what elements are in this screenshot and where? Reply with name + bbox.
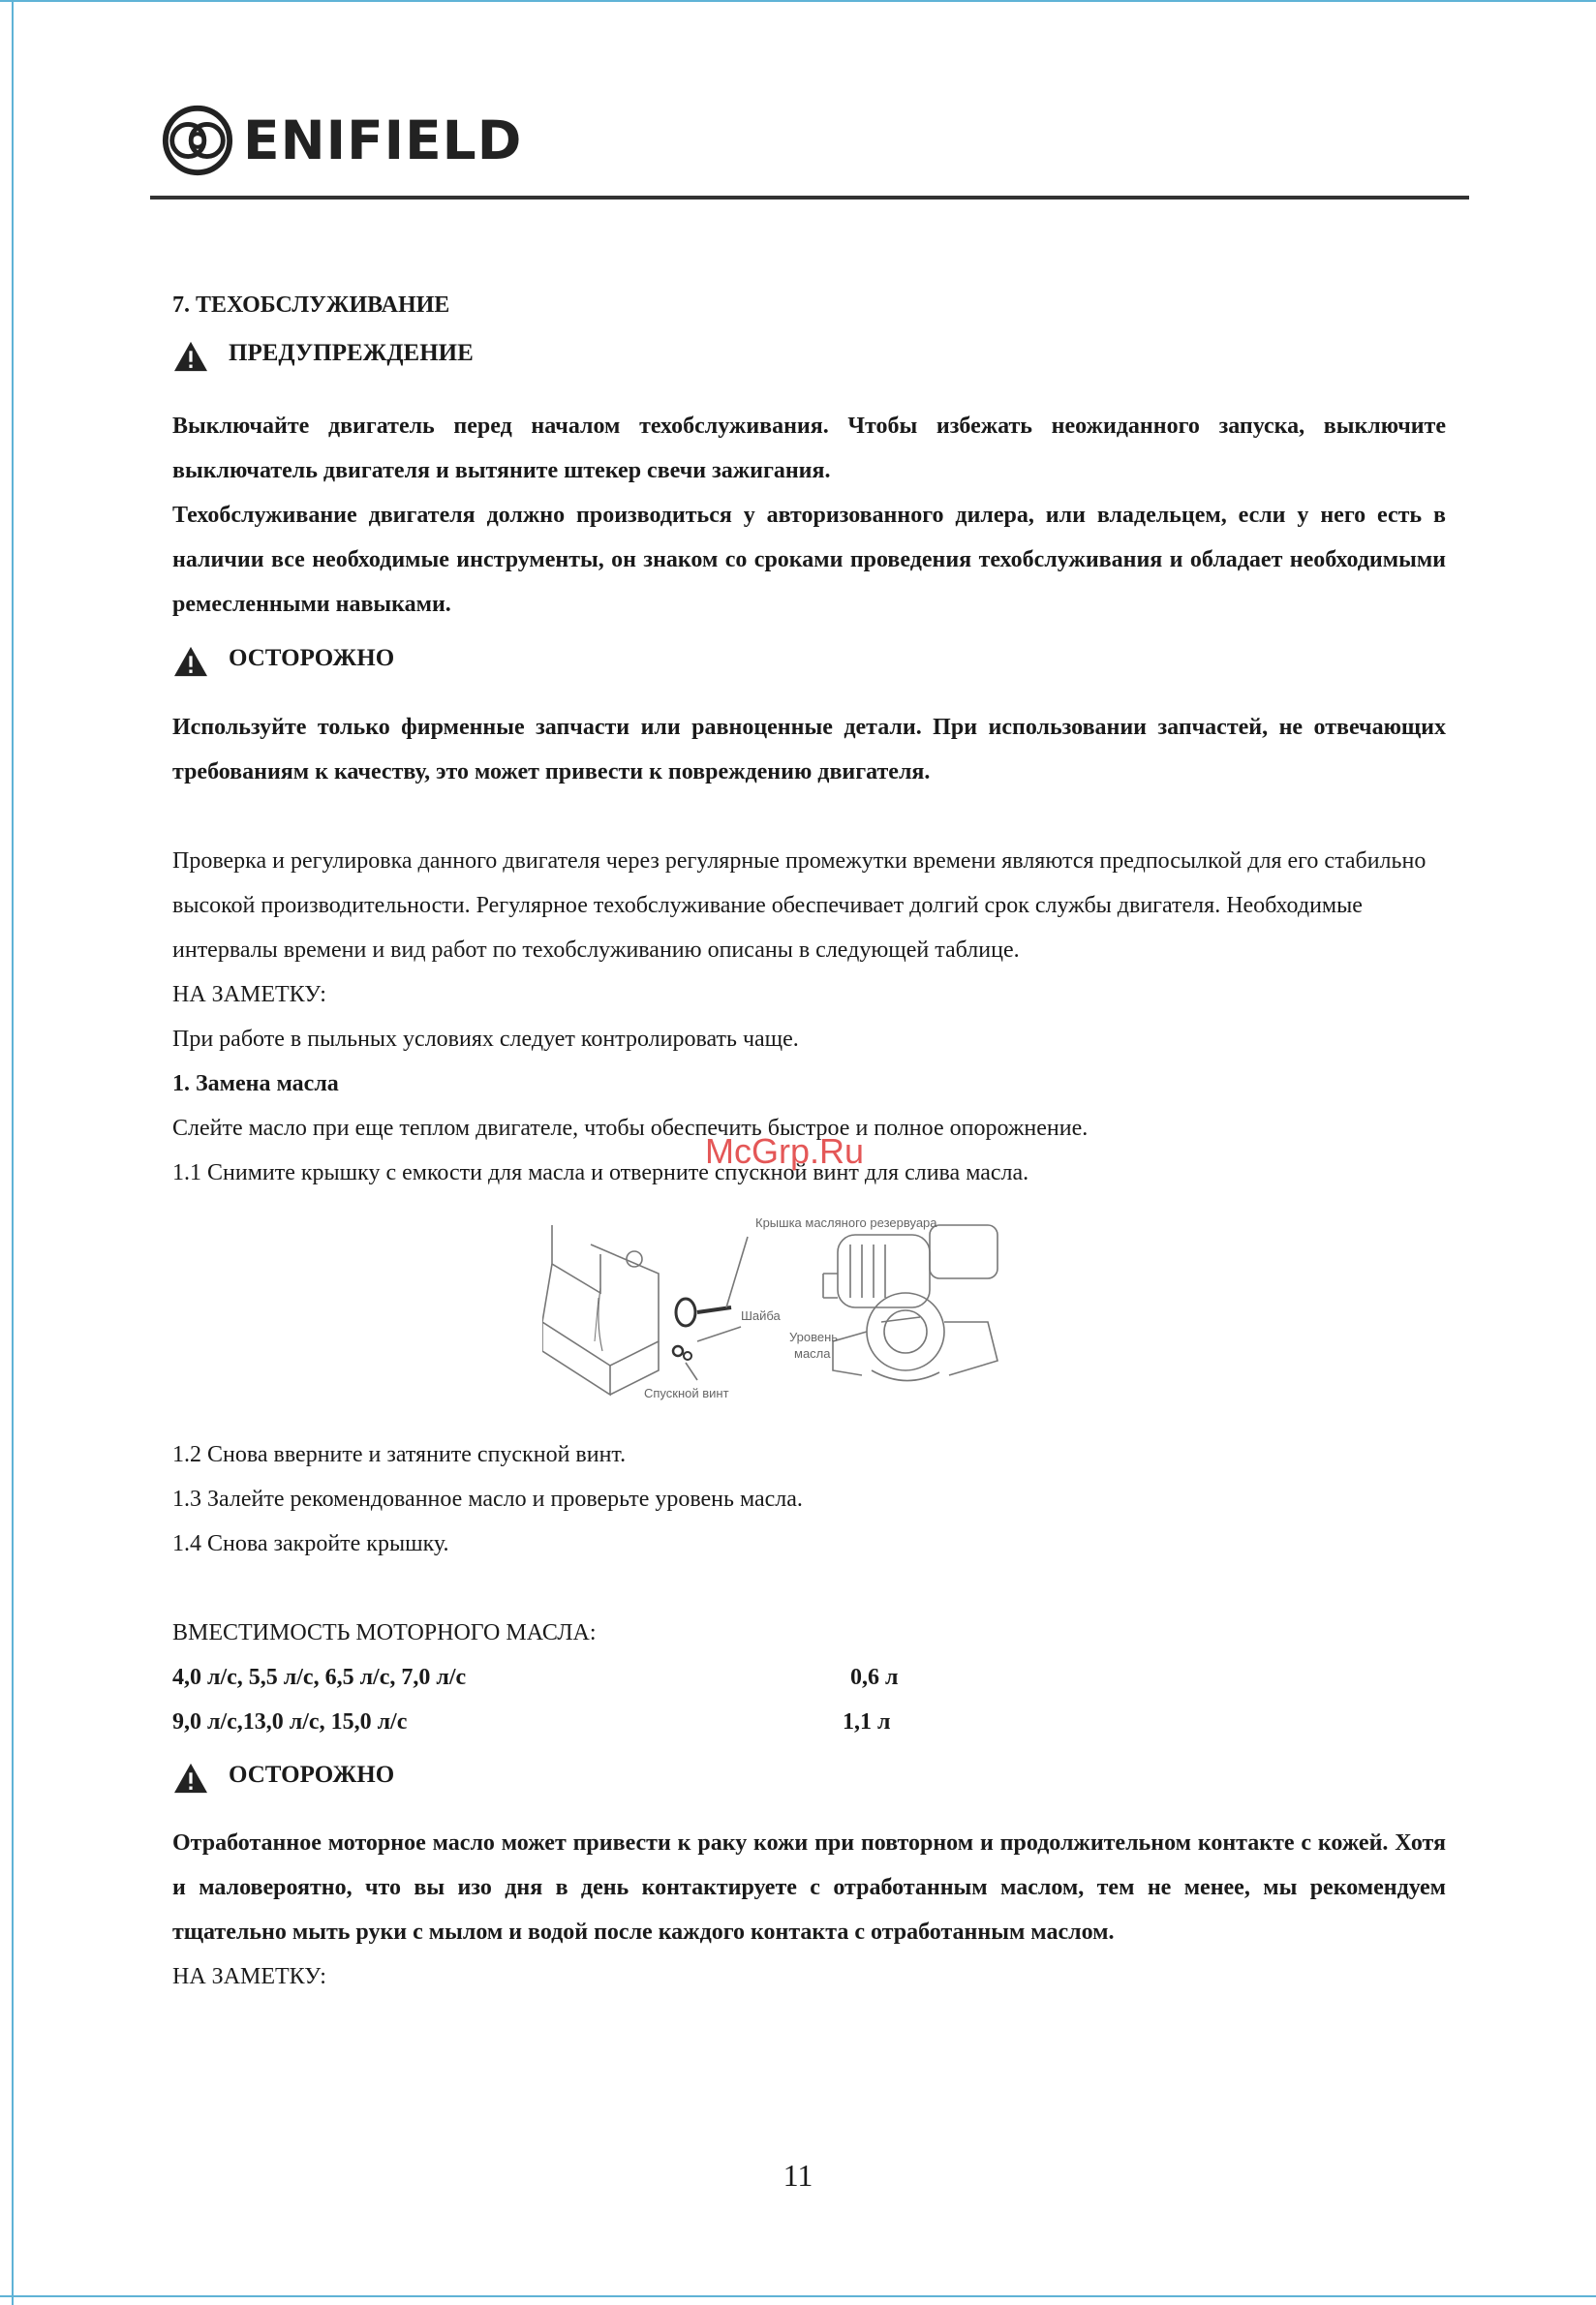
warning-paragraph-1: Выключайте двигатель перед началом техобслуживания. Чтобы избежать неожиданного запуска, выключите выключатель двигателя и вытяните штекер свечи зажигания. — [172, 414, 1446, 483]
capacity-row — [172, 1700, 1446, 1744]
oil-change-step-1: 1.1 Снимите крышку с емкости для масла и отверните спускной винт для слива масла. — [172, 1160, 1029, 1185]
oil-change-step-3: 1.3 Залейте рекомендованное масло и проверьте уровень масла. — [172, 1487, 803, 1512]
oil-change-heading: 1. Замена масла — [172, 1071, 339, 1096]
note-label: НА ЗАМЕТКУ: — [172, 982, 326, 1007]
watermark: McGrp.Ru — [705, 1131, 865, 1171]
capacity-row — [172, 1655, 1446, 1700]
section-title: 7. ТЕХОБСЛУЖИВАНИЕ — [172, 292, 450, 318]
note-label-2: НА ЗАМЕТКУ: — [172, 1964, 326, 1989]
capacity-volume: 1,1 л — [843, 1709, 891, 1735]
capacity-volume: 0,6 л — [850, 1665, 899, 1690]
oil-change-lead: Слейте масло при еще теплом двигателе, чтобы обеспечить быстрое и полное опорожнение. — [172, 1116, 1089, 1141]
caution-heading-1 — [172, 639, 1446, 678]
page-frame-top — [0, 0, 1596, 2]
capacity-models: 9,0 л/с,13,0 л/с, 15,0 л/с — [172, 1709, 408, 1735]
oil-change-step-2: 1.2 Снова вверните и затяните спускной винт. — [172, 1442, 627, 1467]
page-frame-bottom — [0, 2295, 1596, 2297]
logo-rings-icon — [160, 103, 235, 178]
capacity-models: 4,0 л/с, 5,5 л/с, 6,5 л/с, 7,0 л/с — [172, 1665, 467, 1690]
capacity-title: ВМЕСТИМОСТЬ МОТОРНОГО МАСЛА: — [172, 1620, 597, 1645]
caution-paragraph-1: Используйте только фирменные запчасти или равноценные детали. При использовании запчастей, не отвечающих требованиям к качеству, это может привести к повреждению двигателя. — [172, 715, 1446, 784]
figure-label-cap: Крышка масляного резервуара — [755, 1215, 937, 1230]
caution-body-2 — [172, 1821, 1446, 1999]
header-divider — [150, 196, 1469, 200]
brand-logo — [160, 107, 522, 174]
figure-label-level-2: масла — [794, 1346, 831, 1361]
oil-change-steps — [172, 1432, 1446, 1566]
warning-triangle-icon — [172, 645, 209, 678]
warning-title: ПРЕДУПРЕЖДЕНИЕ — [229, 340, 474, 366]
oil-drain-illustration — [542, 1206, 1085, 1409]
page-number: 11 — [783, 2158, 813, 2193]
figure-label-drain: Спускной винт — [644, 1386, 729, 1400]
note-text: При работе в пыльных условиях следует контролировать чаще. — [172, 1027, 799, 1052]
warning-heading — [172, 334, 1446, 373]
warning-triangle-icon — [172, 1762, 209, 1795]
caution-body-1 — [172, 705, 1446, 794]
figure-label-level-1: Уровень — [789, 1330, 839, 1344]
caution-heading-2 — [172, 1756, 1446, 1795]
warning-body — [172, 404, 1446, 627]
section-title-block — [172, 283, 1446, 327]
caution-title-2: ОСТОРОЖНО — [229, 1762, 395, 1788]
oil-change-step-4: 1.4 Снова закройте крышку. — [172, 1531, 449, 1556]
logo-text: ENIFIELD — [243, 109, 523, 171]
warning-paragraph-2: Техобслуживание двигателя должно производиться у авторизованного дилера, или владельцем, если у него есть в наличии все необходимые инструменты, он знаком со сроками проведения техобслуживания и обладает необходимыми ремесленными навыками. — [172, 503, 1446, 617]
warning-triangle-icon — [172, 340, 209, 373]
page-frame-left — [12, 0, 14, 2305]
oil-capacity-block — [172, 1611, 1446, 1744]
figure-label-washer: Шайба — [741, 1308, 781, 1323]
caution-paragraph-2: Отработанное моторное масло может привести к раку кожи при повторном и продолжительном контакте с кожей. Хотя и маловероятно, что вы изо дня в день контактируете с отработанным маслом, тем не менее, мы рекомендуем тщательно мыть руки с мылом и водой после каждого контакта с отработанным маслом. — [172, 1830, 1446, 1945]
intro-paragraph: Проверка и регулировка данного двигателя через регулярные промежутки времени являются предпосылкой для его стабильно высокой производительности. Регулярное техобслуживание обеспечивает долгий срок службы двигателя. Необходимые интервалы времени и вид работ по техобслуживанию описаны в следующей таблице. — [172, 848, 1427, 963]
caution-title-1: ОСТОРОЖНО — [229, 645, 395, 671]
